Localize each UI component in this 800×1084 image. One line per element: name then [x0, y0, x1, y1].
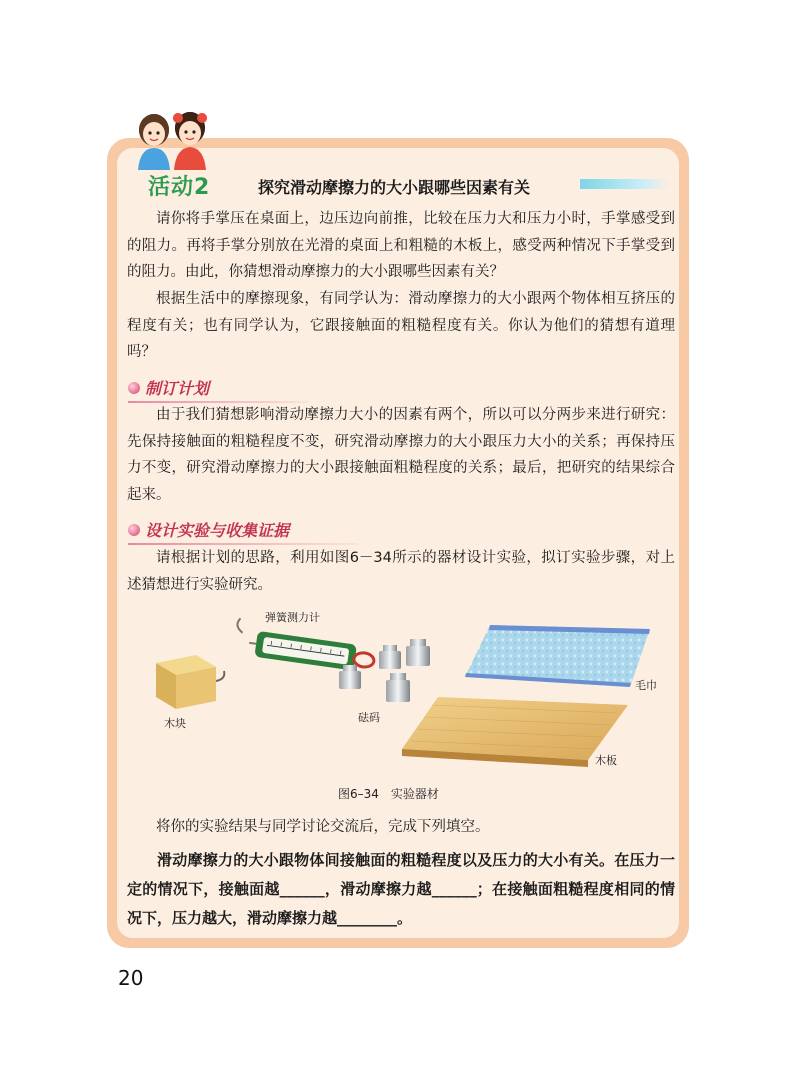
- section-title: 设计实验与收集证据: [145, 521, 290, 540]
- label-towel: 毛巾: [635, 679, 657, 692]
- title-decoration-bar: [580, 179, 670, 189]
- paragraph-intro: 请你将手掌压在桌面上，边压边向前推，比较在压力大和压力小时，手掌感受到的阻力。再将手掌分别放在光滑的桌面上和粗糙的木板上，感受两种情况下手掌受到的阻力。由此，你猜想滑动摩擦力的大小跟哪些因素有关？: [127, 211, 675, 280]
- paragraph-hypothesis: 根据生活中的摩擦现象，有同学认为：滑动摩擦力的大小跟两个物体相互挤压的程度有关；也有同学认为，它跟接触面的粗糙程度有关。你认为他们的猜想有道理吗？: [127, 291, 675, 360]
- paragraph-plan: 由于我们猜想影响滑动摩擦力大小的因素有两个，所以可以分两步来进行研究：先保持接触面的粗糙程度不变，研究滑动摩擦力的大小跟压力大小的关系；再保持压力不变，研究滑动摩擦力的大小跟接触面粗糙程度的关系；最后，把研究的结果综合起来。: [127, 407, 675, 503]
- wood-block: [156, 655, 224, 709]
- activity-label: 活动2: [148, 175, 211, 200]
- page-number: 20: [118, 966, 144, 990]
- equipment-figure: [140, 605, 670, 780]
- figure-caption: 图6–34 实验器材: [338, 787, 439, 801]
- label-spring-scale: 弹簧测力计: [265, 611, 320, 624]
- paragraph-discussion: 将你的实验结果与同学讨论交流后，完成下列填空。: [156, 819, 490, 835]
- bullet-dot-icon: [128, 524, 140, 536]
- bullet-dot-icon: [128, 382, 140, 394]
- section-title: 制订计划: [145, 379, 210, 398]
- activity-title: 探究滑动摩擦力的大小跟哪些因素有关: [258, 178, 531, 197]
- spring-scale: [233, 618, 377, 673]
- label-weights: 砝码: [358, 711, 380, 724]
- paragraph-design: 请根据计划的思路，利用如图6－34所示的器材设计实验，拟订实验步骤，对上述猜想进行实验研究。: [127, 550, 675, 593]
- label-wood-block: 木块: [164, 717, 186, 730]
- children-illustration-front: [130, 108, 216, 170]
- label-board: 木板: [595, 754, 617, 767]
- paragraph-fill-blank: 滑动摩擦力的大小跟物体间接触面的粗糙程度以及压力的大小有关。在压力一定的情况下，接触面越______，滑动摩擦力越______；在接触面粗糙程度相同的情况下，压力越大，滑动摩擦力越________。: [127, 851, 675, 927]
- equipment-illustration: [140, 605, 670, 780]
- towel: [465, 625, 650, 687]
